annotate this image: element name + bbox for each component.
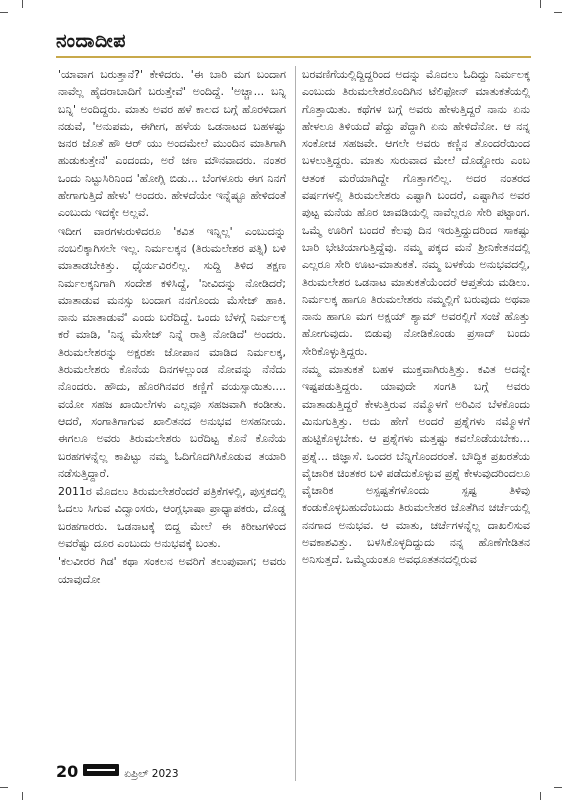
paragraph: 'ಯಾವಾಗ ಬರುತ್ತಾನೆ?' ಕೇಳಿದರು. 'ಈ ಬಾರಿ ಮಗ ಬಂದಾಗ ನಾವೆಲ್ಲ ಹೈದರಾಬಾದಿಗೆ ಬರುತ್ತೇವೆ' ಅಂದಿದ್ದೆ. 'ಅಚ್ಚಾ... ಬನ್ನಿ ಬನ್ನಿ' ಅಂದಿದ್ದರು. ಮಾತು ಅವರ ಹಳೆ ಕಾಲದ ಬಗ್ಗೆ ಹೊರಳಿದಾಗ ನಡುವೆ, 'ಅನುಪಮ, ಈಗೀಗ, ಹಳೆಯ ಒಡನಾಟದ ಬಹಳಷ್ಟು ಜನರ ಜೊತೆ ಹೌ ಆರ್ ಯು ಅಂದಮೇಲೆ ಮುಂದಿನ ಮಾತಿಗಾಗಿ ಹುಡುಕುತ್ತೇನೆ' ಎಂದಂದು, ಅರೆ ಚಣ ಮೌನವಾದರು. ನಂತರ ಒಂದು ನಿಟ್ಟುಸಿರಿನಿಂದ 'ಹೋಗ್ಲಿ ಬಿಡು... ಬೆಂಗಳೂರು ಈಗ ನಿನಗೆ ಹೇಗಾಗುತ್ತಿದೆ ಹೇಳು' ಅಂದರು. ಹೇಳದೆಯೇ ಇನ್ನೆಷ್ಟೂ ಹೇಳಿದಂತೆ ಎಂಬುದು ಇದಕ್ಕೇ ಅಲ್ಲವೆ.: [58, 68, 286, 220]
column-divider: [295, 66, 296, 781]
magazine-logo: [83, 764, 119, 776]
paragraph: 2011ರ ಮೊದಲು ತಿರುಮಲೇಶರೆಂದರೆ ಪತ್ರಿಕೆಗಳಲ್ಲಿ, ಪುಸ್ತಕದಲ್ಲಿ ಓದಲು ಸಿಗುವ ವಿದ್ವಾಂಸರು, ಆಂಗ್ಲಭಾಷಾ ಪ್ರಾಧ್ಯಾಪಕರು, ದೊಡ್ಡ ಬರಹಗಾರರು. ಒಡನಾಟಕ್ಕೆ ಬಿದ್ದ ಮೇಲೆ ಈ ಕಿರೀಟಗಳಿಂದ ಅವರೆಷ್ಟು ದೂರ ಎಂಬುದು ಅನುಭವಕ್ಕೆ ಬಂತು.: [58, 485, 286, 551]
crop-mark: [540, 792, 541, 800]
crop-mark: [22, 792, 23, 800]
paragraph: ನಮ್ಮ ಮಾತುಕತೆ ಬಹಳ ಮುಕ್ತವಾಗಿರುತ್ತಿತ್ತು. ಕವಿತ ಅದನ್ನೇ ಇಷ್ಟಪಡುತ್ತಿದ್ದರು. ಯಾವುದೇ ಸಂಗತಿ ಬಗ್ಗೆ ಅವರು ಮಾತಾಡುತ್ತಿದ್ದರೆ ಕೇಳುತ್ತಿರುವ ನಮ್ಮೊಳಗೆ ಅರಿವಿನ ಬೆಳಕೊಂದು ಮಿನುಗುತ್ತಿತ್ತು. ಅದು ಹೇಗೆ ಅಂದರೆ ಪ್ರಶ್ನೆಗಳು ನಮ್ಮೊಳಗೆ ಹುಟ್ಟಿಕೊಳ್ಳಬೇಕು. ಆ ಪ್ರಶ್ನೆಗಳು ಮತ್ತಷ್ಟು ಕವಲೊಡೆಯಬೇಕು... ಪ್ರಶ್ನೆ... ಜಿಜ್ಞಾಸೆ. ಒಂದರ ಬೆನ್ನಿಗೊಂದರಂತೆ. ಬೌದ್ಧಿಕ ಪ್ರಖರತೆಯ ವೈಚಾರಿಕ ಚಿಂತಕರ ಬಳಿ ಪಡೆದುಕೊಳ್ಳುವ ಪ್ರಶ್ನೆ ಕೇಳುವುದರಿಂದಲೂ ವೈಚಾರಿಕ ಅಸ್ಪಷ್ಟತೆಗಳೊಂದು ಸ್ಪಷ್ಟ ತಿಳಿವು ಕಂಡುಕೊಳ್ಳಬಹುದೆಂಬುದು ತಿರುಮಲೇಶರ ಜೊತೆಗಿನ ಚರ್ಚೆಯಲ್ಲಿ ನನಗಾದ ಅನುಭವ. ಆ ಮಾತು, ಚರ್ಚೆಗಳನ್ನೆಲ್ಲ ದಾಖಲಿಸುವ ಅವಕಾಶವಿತ್ತು. ಬಳಸಿಕೊಳ್ಳದಿದ್ದುದು ನನ್ನ ಹೊಣೆಗೇಡಿತನ ಅನಿಸುತ್ತದೆ. ಒಮ್ಮೆಯಂತೂ ಅವಧೂತತನದಲ್ಲಿರುವ: [302, 363, 530, 567]
crop-mark: [0, 12, 8, 13]
article-column-right: [302, 66, 530, 780]
issue-date: ಏಪ್ರಿಲ್ 2023: [124, 768, 179, 780]
paragraph: ಇದೀಗ ವಾರಗಳುರುಳಿದರೂ 'ಕವಿತ ಇನ್ನಿಲ್ಲ' ಎಂಬುದನ್ನು ನಂಬಲಿಕ್ಕಾಗಿಸಲೇ ಇಲ್ಲ. ನಿರ್ಮಲಕ್ಕನ (ತಿರುಮಲೇಶರ ಪತ್ನಿ) ಬಳಿ ಮಾತಾಡಬೇಕಿತ್ತು. ಧೈರ್ಯವಿರಲಿಲ್ಲ. ಸುದ್ದಿ ತಿಳಿದ ತಕ್ಷಣ ನಿರ್ಮಲಕ್ಕನಿಗಾಗಿ ಸಂದೇಶ ಕಳಿಸಿದ್ದೆ, 'ನೀವಿದನ್ನು ನೋಡಿದರೆ; ಮಾತಾಡುವ ಮನಸ್ಸು ಬಂದಾಗ ನನಗೊಂದು ಮೆಸೇಜ್ ಹಾಕಿ. ನಾನು ಮಾತಾಡುವೆ' ಎಂದು ಬರೆದಿದ್ದೆ. ಒಂದು ಬೆಳಗ್ಗೆ ನಿರ್ಮಲಕ್ಕ ಕರೆ ಮಾಡಿ, 'ನಿನ್ನ ಮೆಸೇಜ್ ನಿನ್ನೆ ರಾತ್ರಿ ನೋಡಿದೆ' ಅಂದರು. ತಿರುಮಲೇಶರನ್ನು ಅಕ್ಷರಶಃ ಜೋಪಾನ ಮಾಡಿದ ನಿರ್ಮಲಕ್ಕ, ತಿರುಮಲೇಶರು ಕೊನೆಯ ದಿನಗಳಲ್ಲುಂಡ ನೋವನ್ನು ನೆನೆದು ನೊಂದರು. ಹೌದು, ಹೊರಗಿನವರ ಕಣ್ಣಿಗೆ ವಯಸ್ಸಾಯಿತು.... ವಯೋ ಸಹಜ ಖಾಯಿಲೆಗಳು ಎಲ್ಲವೂ ಸಹಜವಾಗಿ ಕಂಡೀತು. ಆದರೆ, ಸಂಗಾತಿಗಾಗುವ ಖಾಲಿತನದ ಅನುಭವ ಅಸಹನೀಯ. ಈಗಲೂ ಅವರು ತಿರುಮಲೇಶರು ಬರೆದಿಟ್ಟ ಕೊನೆ ಕೊನೆಯ ಬರಹಗಳನ್ನೆಲ್ಲ ಕಾಪಿಟ್ಟು ನಮ್ಮ ಓದಿಗೊದಗಿಸಿಕೊಡುವ ತಯಾರಿ ನಡೆಸುತ್ತಿದ್ದಾರೆ.: [58, 224, 286, 480]
crop-mark: [0, 787, 8, 788]
crop-mark: [554, 787, 562, 788]
paragraph: ಬರವಣಿಗೆಯಲ್ಲಿದ್ದಿದ್ದರಿಂದ ಅದನ್ನು ಮೊದಲು ಓದಿದ್ದು ನಿರ್ಮಲಕ್ಕ ಎಂಬುದು ತಿರುಮಲೇಶರೊಂದಿಗಿನ ಟೆಲಿಫೋನ್ ಮಾತುಕತೆಯಲ್ಲಿ ಗೊತ್ತಾಯಿತು. ಕಥೆಗಳ ಬಗ್ಗೆ ಅವರು ಹೇಳುತ್ತಿದ್ದರೆ ನಾನು ಏನು ಹೇಳಲೂ ತಿಳಿಯದೆ ಪೆದ್ದು ಪೆದ್ದಾಗಿ ಏನು ಹೇಳಿದೆನೋ. ಆ ನನ್ನ ಸಂಕೋಚ ಸಹಜವೇ. ಆಗಲೇ ಅವರು ಕಣ್ಣಿನ ತೊಂದರೆಯಿಂದ ಬಳಲುತ್ತಿದ್ದರು. ಮಾತು ಸುರುವಾದ ಮೇಲೆ ದೊಡ್ಡೋರು ಎಂಬ ಆತಂಕ ಮರೆಯಾಗಿದ್ದೇ ಗೊತ್ತಾಗಲಿಲ್ಲ. ಅದರ ನಂತರದ ವರ್ಷಗಳಲ್ಲಿ ತಿರುಮಲೇಶರು ಎಷ್ಟಾಗಿ ಬಂದರೆ, ಎಷ್ಟಾಗಿನ ಅವರ ಪುಟ್ಟ ಮನೆಯ ಹೊರ ಚಾವಡಿಯಲ್ಲಿ ನಾವೆಲ್ಲರೂ ಸೇರಿ ಪಟ್ಟಾಂಗ. ಒಮ್ಮೆ ಊರಿಗೆ ಬಂದರೆ ಕೆಲವು ದಿನ ಇರುತ್ತಿದ್ದುದರಿಂದ ಸಾಕಷ್ಟು ಬಾರಿ ಭೇಟಿಯಾಗುತ್ತಿದ್ದೆವು. ನಮ್ಮ ಪಕ್ಕದ ಮನೆ ಶ್ರೀನಿಕೇತನದಲ್ಲಿ ಎಲ್ಲರೂ ಸೇರಿ ಊಟ-ಮಾತುಕತೆ. ನಮ್ಮ ಬಳಕೆಯ ಅನುಭವದಲ್ಲಿ, ತಿರುಮಲೇಶರ ಒಡನಾಟ ಮಾತುಕತೆಯೆಂದರೆ ಆಪ್ತತೆಯ ಮಡಿಲು. ನಿರ್ಮಲಕ್ಕ ಹಾಗೂ ತಿರುಮಲೇಶರು ನಮ್ಮಲ್ಲಿಗೆ ಬರುವುದು ಅಥವಾ ನಾನು ಹಾಗೂ ಮಗ ಅಕ್ಷಯ್ ಶ್ಯಾಮ್ ಅವರಲ್ಲಿಗೆ ಸಂಜೆ ಹೊತ್ತು ಹೋಗುವುದು. ಬಿಡುವು ನೋಡಿಕೊಂಡು ಪ್ರಸಾದ್ ಬಂದು ಸೇರಿಕೊಳ್ಳುತ್ತಿದ್ದರು.: [302, 68, 530, 358]
section-title: ನಂದಾದೀಪ: [56, 30, 126, 52]
page-number: 20: [56, 762, 79, 781]
crop-mark: [554, 12, 562, 13]
crop-mark: [22, 0, 23, 8]
header-rule: [56, 56, 531, 58]
article-column-left: [58, 66, 286, 780]
page-footer: [56, 762, 179, 781]
crop-mark: [540, 0, 541, 8]
paragraph: 'ಕಲವೀರರ ಗಿಡ' ಕಥಾ ಸಂಕಲನ ಅವರಿಗೆ ತಲುಪುವಾಗ; ಅವರು ಯಾವುದೋ: [58, 555, 286, 586]
